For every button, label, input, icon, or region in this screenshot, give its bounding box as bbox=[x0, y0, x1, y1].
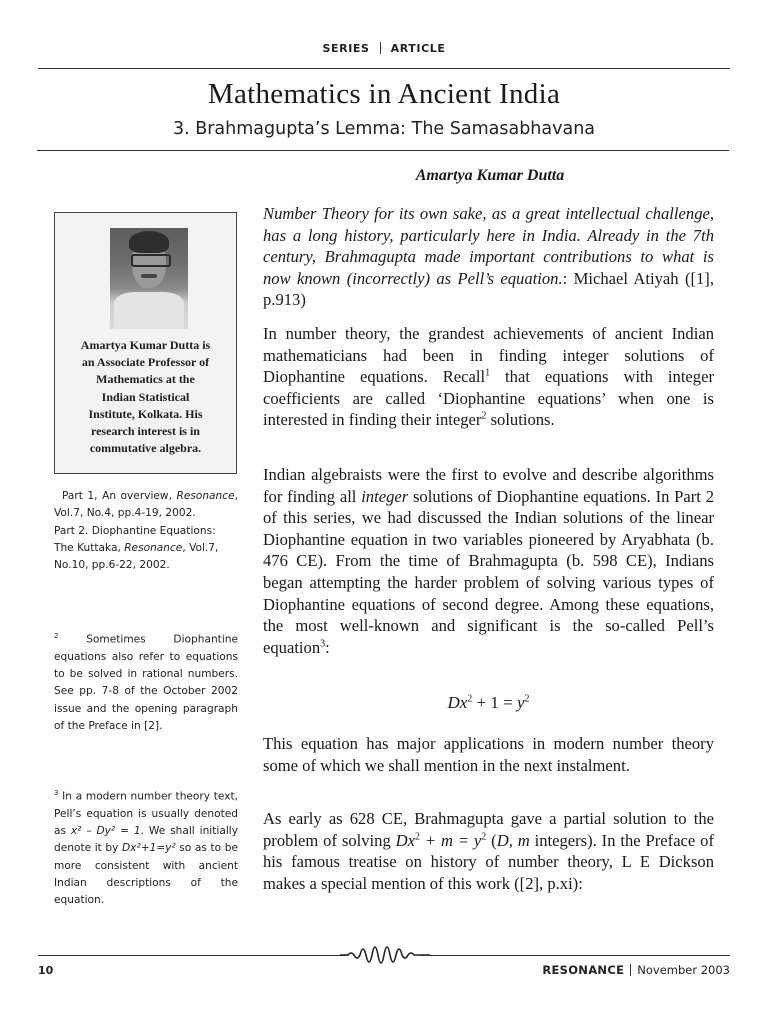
footnote-text: . We shall initially denote it by bbox=[54, 825, 238, 855]
footnote-equation: x² – Dy² = 1 bbox=[70, 825, 141, 838]
bio-line: research interest is in bbox=[91, 424, 200, 439]
bio-line: an Associate Professor of bbox=[81, 355, 210, 370]
footer-rule-right bbox=[420, 955, 730, 956]
footnote-equation: Dx²+1=y² bbox=[122, 842, 176, 855]
title-rule bbox=[37, 150, 729, 151]
journal-name: Resonance bbox=[124, 541, 183, 554]
journal-name: RESONANCE bbox=[542, 963, 625, 977]
paragraph-3 bbox=[263, 733, 714, 776]
bio-line: Indian Statistical bbox=[101, 389, 190, 404]
issue-date: November 2003 bbox=[637, 963, 730, 977]
author-bio-text bbox=[55, 337, 236, 457]
header-separator bbox=[380, 42, 381, 54]
equation-term: + m = bbox=[420, 830, 474, 850]
equation-term: y bbox=[473, 830, 482, 850]
author-name: Amartya Kumar Dutta bbox=[415, 167, 565, 184]
equation-exponent: 2 bbox=[481, 831, 487, 843]
equation-term: Dx bbox=[395, 830, 415, 850]
paragraph-text: This equation has major applications in modern number theory some of which we shall mention in the next instalment. bbox=[263, 734, 714, 775]
epigraph-attribution: : Michael Atiyah ([1], p.913) bbox=[263, 268, 714, 310]
sidenote-series-parts bbox=[54, 488, 238, 574]
epigraph bbox=[263, 203, 714, 311]
sidenote-text: Part 1, An overview, bbox=[62, 490, 177, 502]
author-bio-box bbox=[54, 212, 237, 474]
equation-exponent: 2 bbox=[415, 831, 420, 843]
bio-line: commutative algebra. bbox=[89, 441, 202, 456]
footnote-ref[interactable]: 3 bbox=[320, 638, 326, 650]
article-subtitle: 3. Brahmagupta’s Lemma: The Samasabhavana bbox=[172, 119, 596, 139]
equation-term: D, m bbox=[496, 830, 530, 850]
equation-term: y bbox=[516, 693, 525, 712]
paragraph-1 bbox=[263, 323, 714, 431]
article-title: Mathematics in Ancient India bbox=[207, 78, 561, 110]
bio-line: Amartya Kumar Dutta is bbox=[80, 338, 211, 352]
equation-term: + 1 = bbox=[472, 693, 517, 712]
bio-line: Institute, Kolkata. His bbox=[88, 406, 203, 421]
epigraph-quote: Number Theory for its own sake, as a great intellectual challenge, has a long history, particularly here in India. Already in the 7th century, Brahmagupta made important contributions to what is now known (incorrectly) as Pell’s equation. bbox=[263, 204, 714, 288]
sidenote-text: Part 2. Diophantine Equations: The Kuttaka, bbox=[54, 524, 216, 554]
footnote-text: so as to be more consistent with ancient Indian descriptions of the equation. bbox=[54, 842, 238, 907]
footnote-2 bbox=[54, 628, 238, 735]
equation-term: Dx bbox=[447, 693, 468, 712]
paragraph-text: that equations with integer coefficients are called ‘Diophantine equations’ when one is interested in finding their integer bbox=[263, 367, 714, 430]
paragraph-text: ( bbox=[486, 830, 497, 850]
footnote-marker: 3 bbox=[54, 789, 59, 797]
journal-footer bbox=[542, 963, 730, 977]
footnote-3 bbox=[54, 785, 238, 910]
emphasis: integer bbox=[361, 486, 409, 506]
sidenote-text: , Vol.7, No.10, pp.6-22, 2002. bbox=[54, 541, 219, 572]
footnote-ref[interactable]: 2 bbox=[481, 410, 487, 422]
section-header bbox=[0, 42, 768, 55]
footnote-text: Sometimes Diophantine equations also refer to equations to be solved in rational numbers. See pp. 7-8 of the October 2002 issue and the opening paragraph of the Preface in [2]. bbox=[54, 633, 238, 733]
journal-name: Resonance bbox=[176, 490, 235, 502]
resonance-wave-logo-icon bbox=[340, 937, 430, 973]
paragraph-4 bbox=[263, 808, 714, 894]
paragraph-text: integers). In the Preface of his famous treatise on history of number theory, L E Dickson makes a special mention of this work ([2], p.xi): bbox=[263, 830, 714, 893]
equation-exponent: 2 bbox=[467, 693, 473, 705]
sidenote-text: , Vol.7, No.4, pp.4-19, 2002. bbox=[54, 490, 238, 520]
paragraph-text: : bbox=[325, 637, 330, 657]
article-type-label: ARTICLE bbox=[390, 42, 446, 55]
bio-line: Mathematics at the bbox=[96, 372, 195, 387]
paragraph-text: solutions. bbox=[486, 410, 555, 430]
footnote-marker: 2 bbox=[54, 632, 59, 640]
paragraph-2 bbox=[263, 464, 714, 658]
paragraph-text: solutions of Diophantine equations. In Part 2 of this series, we had discussed the Indian solutions of the linear Diophantine equation in two variables pioneered by Aryabhata (b. 476 CE). From the time of Brahmagupta (b. 598 CE), Indians began attempting the harder problem of solving various types of Diophantine equations of second degree. Among these equations, the most well-known and significant is the so-called Pell’s equation bbox=[263, 486, 714, 657]
section-label: SERIES bbox=[322, 42, 370, 55]
equation-exponent: 2 bbox=[524, 693, 530, 705]
paragraph-text: In number theory, the grandest achievements of ancient Indian mathematicians had been in finding integer solutions of Diophantine equations. Recall bbox=[263, 324, 714, 387]
page-number: 10 bbox=[38, 964, 54, 977]
paragraph-text: As early as 628 CE, Brahmagupta gave a partial solution to the problem of solving bbox=[263, 809, 714, 850]
pell-equation bbox=[263, 693, 714, 713]
footer-separator bbox=[630, 964, 631, 976]
author-portrait-icon bbox=[110, 228, 188, 329]
header-rule bbox=[38, 68, 730, 69]
footer-rule-left bbox=[38, 955, 348, 956]
footnote-ref[interactable]: 1 bbox=[485, 367, 491, 379]
footnote-text: In a modern number theory text, Pell’s equation is usually denoted as bbox=[54, 790, 238, 838]
paragraph-text: Indian algebraists were the first to evolve and describe algorithms for finding all bbox=[263, 465, 714, 506]
